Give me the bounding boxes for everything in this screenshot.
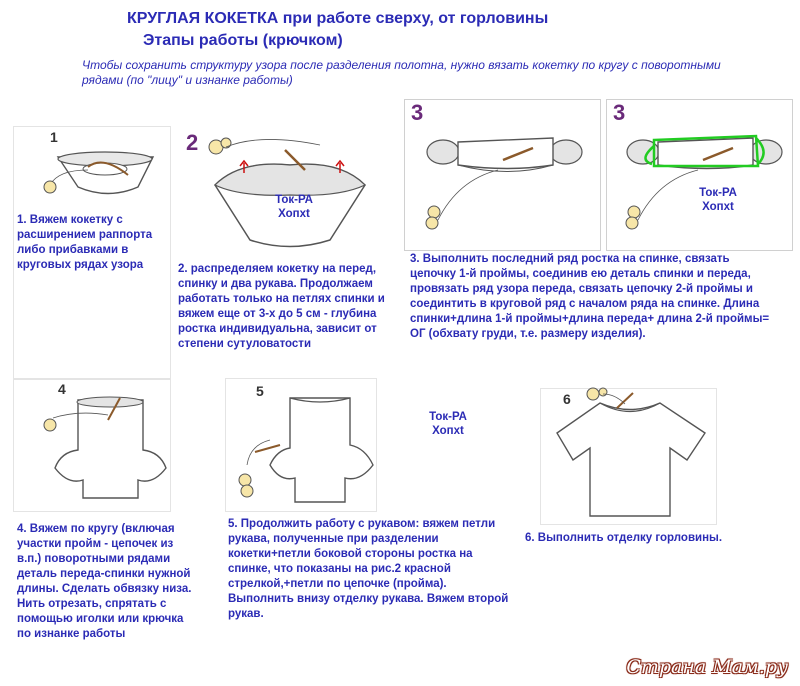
label-line-b: Хопхt — [278, 208, 310, 220]
step-5-label — [418, 410, 478, 438]
step-3-label — [688, 186, 748, 214]
step-1-number: 1 — [50, 129, 58, 145]
step-3-text: 3. Выполнить последний ряд ростка на спинке, связать цепочку 1-й проймы, соединив ею деталь спинки и переда, провязать ряд узора переда, связать цепочку 2-й проймы и соединтить в круговой ряд с началом ряда на спинке. Длина спинки+длина 1-й проймы+длина переда+ длина 2-й проймы= ОГ (обхвату груди, т.е. размеру изделия). — [410, 253, 770, 340]
label-line-b: Хопхt — [702, 201, 734, 213]
step-3-number-b: 3 — [613, 100, 626, 125]
step-5-illustration — [235, 390, 375, 505]
step-3-illustration-b — [618, 130, 788, 240]
step-6-text: 6. Выполнить отделку горловины. — [525, 532, 723, 544]
step-6-number: 6 — [563, 391, 571, 407]
step-4-illustration — [38, 390, 168, 500]
step-1-illustration — [38, 145, 158, 215]
label-line-b: Хопхt — [432, 425, 464, 437]
step-3-number-a: 3 — [411, 100, 424, 125]
watermark-logo: Страна Мам.ру — [626, 656, 788, 678]
step-4-number: 4 — [58, 381, 66, 397]
label-line-a: Ток-РА — [699, 187, 737, 199]
step-2-number: 2 — [186, 130, 199, 155]
step-1-text: 1. Вяжем кокетку с расширением раппорта либо прибавками в круговых рядах узора — [17, 214, 153, 271]
step-5-number: 5 — [256, 383, 264, 399]
label-line-a: Ток-РА — [275, 194, 313, 206]
step-2-text: 2. распределяем кокетку на перед, спинку и два рукава. Продолжаем работать только на петлях спинки и вяжем еще от 3-х до 5 см - глубина ростка индивидуальна, зависит от степени сутуловатости — [178, 263, 385, 350]
label-line-a: Ток-РА — [429, 411, 467, 423]
title-line: КРУГЛАЯ КОКЕТКА при работе сверху, от горловины — [127, 10, 549, 27]
intro-note: Чтобы сохранить структуру узора после разделения полотна, нужно вязать кокетку по кругу с поворотными рядами (по "лицу" и изнанке работы) — [82, 58, 721, 87]
step-6-illustration — [555, 388, 710, 523]
page-title — [127, 8, 548, 52]
step-5-text: 5. Продолжить работу с рукавом: вяжем петли рукава, полученные при разделении кокетки+петли боковой стороны ростка на спинке, что показаны на рис.2 красной стрелкой,+петли по цепочке (пройма). Выполнить внизу отделку рукава. Вяжем второй рукав. — [228, 518, 509, 620]
step-4-text: 4. Вяжем по кругу (включая участки пройм - цепочек из в.п.) поворотными рядами деталь переда-спинки нужной длины. Сделать обвязку низа. Нить отрезать, спрятать с помощью иголки или крючка по изнанке работы — [17, 523, 192, 640]
step-2-label — [264, 193, 324, 221]
subtitle-line: Этапы работы (крючком) — [143, 32, 343, 49]
step-3-illustration-a — [418, 130, 588, 240]
